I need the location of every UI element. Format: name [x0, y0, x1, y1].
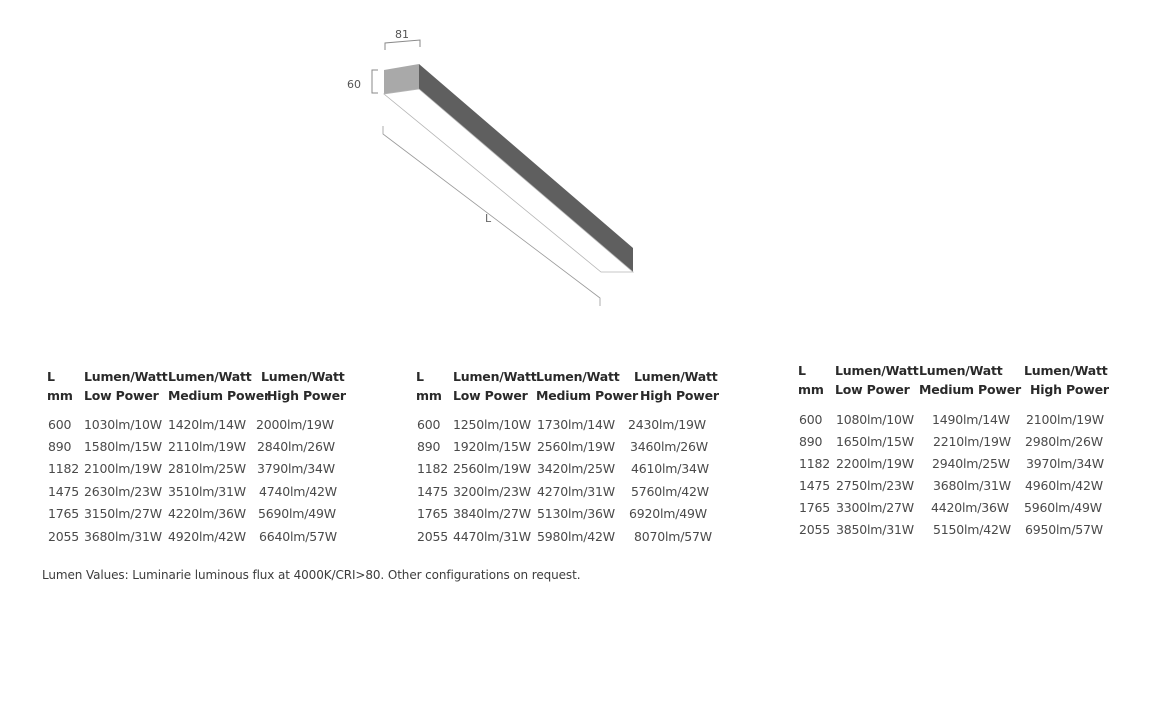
cell-low: 2100lm/19W [84, 461, 162, 476]
cell-low: 3840lm/27W [453, 506, 531, 521]
cell-high: 2430lm/19W [628, 417, 706, 432]
cell-length: 1765 [417, 506, 449, 521]
cell-length: 600 [48, 417, 72, 432]
header-medium-power-sub: Medium Power [536, 388, 638, 403]
table-row [798, 455, 1108, 475]
cell-high: 3460lm/26W [630, 439, 708, 454]
cell-medium: 2110lm/19W [168, 439, 246, 454]
cell-low: 1920lm/15W [453, 439, 531, 454]
cell-length: 600 [417, 417, 441, 432]
table-row [416, 438, 716, 458]
cell-high: 2980lm/26W [1025, 434, 1103, 449]
table-row [47, 528, 347, 548]
fixture-side-face [419, 64, 633, 272]
cell-low: 3150lm/27W [84, 506, 162, 521]
header-high-power: Lumen/Watt [634, 369, 718, 384]
cell-medium: 1730lm/14W [537, 417, 615, 432]
cell-length: 1765 [48, 506, 80, 521]
cell-low: 3200lm/23W [453, 484, 531, 499]
header-medium-power: Lumen/Watt [536, 369, 620, 384]
cell-medium: 5130lm/36W [537, 506, 615, 521]
table-row [798, 477, 1108, 497]
cell-length: 2055 [417, 529, 449, 544]
header-low-power-sub: Low Power [453, 388, 528, 403]
height-dimension-label: 60 [347, 78, 361, 91]
width-dimension-bracket [385, 40, 420, 50]
cell-length: 1182 [48, 461, 80, 476]
header-length: L [798, 363, 806, 378]
cell-high: 4960lm/42W [1025, 478, 1103, 493]
cell-length: 600 [799, 412, 823, 427]
fixture-bottom-face [384, 89, 633, 272]
cell-length: 1182 [417, 461, 449, 476]
lumen-values-footnote: Lumen Values: Luminarie luminous flux at 4000K/CRI>80. Other configurations on request. [42, 568, 581, 582]
header-medium-power-sub: Medium Power [168, 388, 270, 403]
cell-low: 2750lm/23W [836, 478, 914, 493]
header-high-power-sub: High Power [640, 388, 719, 403]
header-length-unit: mm [798, 382, 824, 397]
header-length-unit: mm [47, 388, 73, 403]
cell-medium: 1490lm/14W [932, 412, 1010, 427]
spec-table-2 [416, 368, 719, 548]
cell-high: 6920lm/49W [629, 506, 707, 521]
cell-low: 4470lm/31W [453, 529, 531, 544]
length-dimension-label: L [485, 212, 492, 225]
header-medium-power-sub: Medium Power [919, 382, 1021, 397]
spec-table-3 [798, 362, 1108, 542]
spec-table-1 [47, 368, 347, 548]
cell-high: 2000lm/19W [256, 417, 334, 432]
cell-length: 2055 [48, 529, 80, 544]
table-row [798, 433, 1108, 453]
cell-low: 3680lm/31W [84, 529, 162, 544]
cell-low: 3850lm/31W [836, 522, 914, 537]
luminaire-diagram [0, 0, 1152, 340]
cell-low: 2560lm/19W [453, 461, 531, 476]
cell-low: 1250lm/10W [453, 417, 531, 432]
cell-medium: 2210lm/19W [933, 434, 1011, 449]
cell-length: 890 [48, 439, 72, 454]
height-dimension-bracket [372, 70, 378, 93]
cell-medium: 2560lm/19W [537, 439, 615, 454]
cell-low: 1030lm/10W [84, 417, 162, 432]
cell-medium: 3510lm/31W [168, 484, 246, 499]
cell-length: 1475 [417, 484, 449, 499]
cell-medium: 1420lm/14W [168, 417, 246, 432]
table-row [416, 505, 716, 525]
table-row [47, 460, 347, 480]
cell-low: 1080lm/10W [836, 412, 914, 427]
table-row [416, 460, 716, 480]
header-high-power: Lumen/Watt [1024, 363, 1108, 378]
header-low-power-sub: Low Power [84, 388, 159, 403]
header-length-unit: mm [416, 388, 442, 403]
table-row [798, 499, 1108, 519]
table-row [47, 416, 347, 436]
header-low-power: Lumen/Watt [84, 369, 168, 384]
cell-low: 1580lm/15W [84, 439, 162, 454]
cell-high: 3970lm/34W [1026, 456, 1104, 471]
cell-length: 890 [799, 434, 823, 449]
cell-medium: 2810lm/25W [168, 461, 246, 476]
table-row [47, 438, 347, 458]
cell-medium: 2940lm/25W [932, 456, 1010, 471]
cell-low: 1650lm/15W [836, 434, 914, 449]
linear-luminaire-drawing [0, 0, 1152, 340]
cell-medium: 4420lm/36W [931, 500, 1009, 515]
cell-high: 5960lm/49W [1024, 500, 1102, 515]
cell-medium: 5980lm/42W [537, 529, 615, 544]
cell-high: 6950lm/57W [1025, 522, 1103, 537]
width-dimension-label: 81 [395, 28, 409, 41]
table-row [47, 483, 347, 503]
cell-length: 1475 [48, 484, 80, 499]
header-medium-power: Lumen/Watt [919, 363, 1003, 378]
cell-high: 2100lm/19W [1026, 412, 1104, 427]
cell-high: 8070lm/57W [634, 529, 712, 544]
cell-medium: 3680lm/31W [933, 478, 1011, 493]
cell-medium: 3420lm/25W [537, 461, 615, 476]
table-row [798, 521, 1108, 541]
cell-high: 3790lm/34W [257, 461, 335, 476]
cell-length: 1182 [799, 456, 831, 471]
header-high-power-sub: High Power [267, 388, 346, 403]
cell-length: 1475 [799, 478, 831, 493]
header-low-power: Lumen/Watt [453, 369, 537, 384]
cell-medium: 4220lm/36W [168, 506, 246, 521]
table-row [47, 505, 347, 525]
cell-low: 3300lm/27W [836, 500, 914, 515]
cell-length: 2055 [799, 522, 831, 537]
header-length: L [416, 369, 424, 384]
table-row [416, 528, 716, 548]
cell-high: 6640lm/57W [259, 529, 337, 544]
table-row [798, 411, 1108, 431]
cell-medium: 4270lm/31W [537, 484, 615, 499]
cell-low: 2630lm/23W [84, 484, 162, 499]
cell-high: 4610lm/34W [631, 461, 709, 476]
header-medium-power: Lumen/Watt [168, 369, 252, 384]
table-row [416, 416, 716, 436]
header-low-power-sub: Low Power [835, 382, 910, 397]
cell-medium: 5150lm/42W [933, 522, 1011, 537]
cell-high: 5690lm/49W [258, 506, 336, 521]
cell-high: 5760lm/42W [631, 484, 709, 499]
header-high-power: Lumen/Watt [261, 369, 345, 384]
cell-low: 2200lm/19W [836, 456, 914, 471]
header-low-power: Lumen/Watt [835, 363, 919, 378]
header-length: L [47, 369, 55, 384]
cell-high: 4740lm/42W [259, 484, 337, 499]
cell-high: 2840lm/26W [257, 439, 335, 454]
cell-length: 890 [417, 439, 441, 454]
cell-medium: 4920lm/42W [168, 529, 246, 544]
cell-length: 1765 [799, 500, 831, 515]
table-row [416, 483, 716, 503]
header-high-power-sub: High Power [1030, 382, 1109, 397]
